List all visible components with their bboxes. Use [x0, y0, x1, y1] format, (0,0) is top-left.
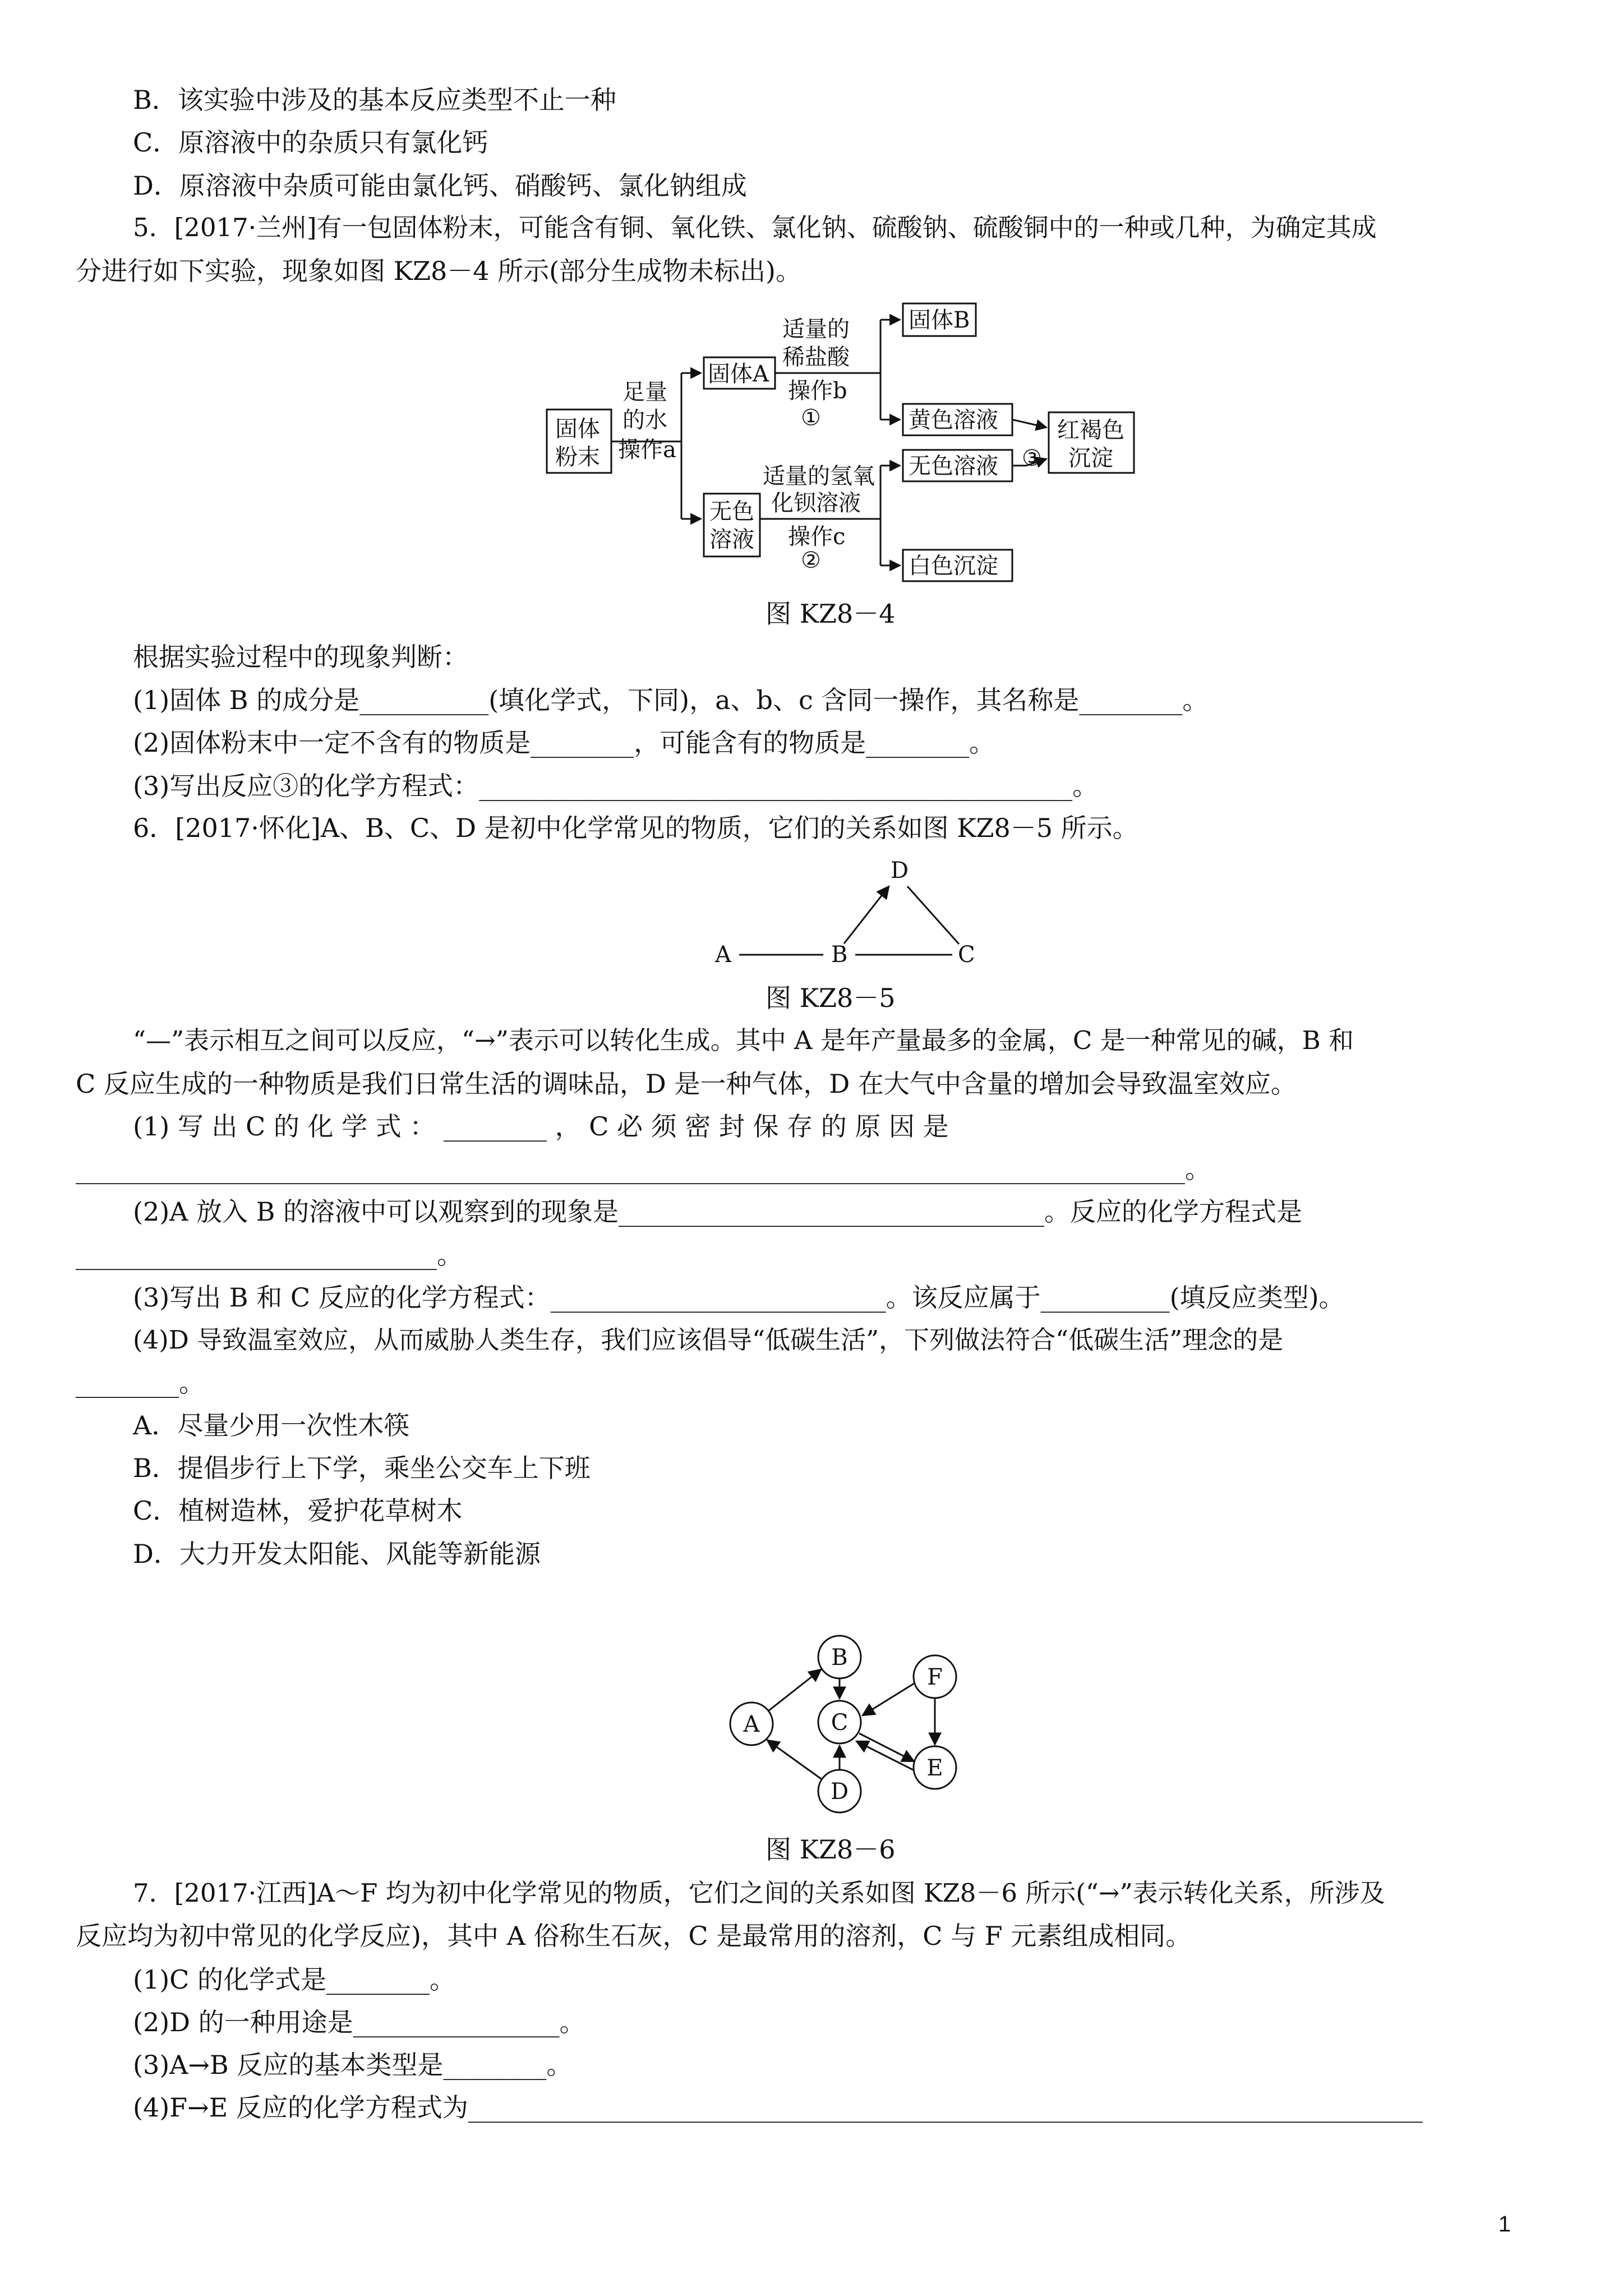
box-red-brown	[1049, 412, 1134, 473]
q7-part-1: (1)C 的化学式是________。	[133, 1964, 455, 1995]
fig6-node-a: A	[743, 1711, 760, 1737]
fig6-node-d: D	[830, 1779, 849, 1805]
q6-part-4-blank: ________。	[76, 1368, 205, 1398]
q6-desc-line-1: “—”表示相互之间可以反应，“→”表示可以转化生成。其中 A 是年产量最多的金属，C 是一种常见的碱，B 和	[133, 1025, 1354, 1055]
q5-judge-line: 根据实验过程中的现象判断：	[133, 642, 468, 672]
fig4-op-b: 操作b	[788, 378, 847, 404]
fig4-solid-b: 固体B	[909, 307, 970, 333]
fig5-node-b: B	[831, 942, 848, 968]
q6-part-2: (2)A 放入 B 的溶液中可以观察到的现象是_________________________________。反应的化学方程式是	[133, 1197, 1303, 1227]
fig6-circle-f	[914, 1655, 956, 1698]
q6-part-3: (3)写出 B 和 C 反应的化学方程式：__________________________。该反应属于__________(填反应类型)。	[133, 1282, 1345, 1313]
q6-option-c: C．植树造林，爱护花草树木	[133, 1496, 463, 1526]
box-solid-powder	[547, 409, 611, 473]
fig4-baoh-2: 化钡溶液	[771, 490, 861, 516]
fig6-circle-b	[818, 1636, 861, 1678]
fig6-node-e: E	[926, 1755, 943, 1781]
option-c-line: C．原溶液中的杂质只有氯化钙	[133, 127, 488, 158]
option-d-line: D．原溶液中杂质可能由氯化钙、硝酸钙、氯化钠组成	[133, 171, 747, 201]
fig4-circle-3: ③	[1022, 445, 1042, 471]
fig6-circle-e	[914, 1746, 956, 1789]
page-number: 1	[1498, 2212, 1511, 2237]
fig6-circle-d	[818, 1770, 861, 1812]
fig6-node-f: F	[927, 1664, 943, 1690]
fig4-red-brown-1: 红褐色	[1057, 417, 1124, 443]
fig5-node-c: C	[958, 942, 975, 968]
fig4-acid-2: 稀盐酸	[782, 344, 850, 370]
q7-part-2: (2)D 的一种用途是________________。	[133, 2007, 585, 2037]
figure-caption-kz8-5: 图 KZ8－5	[766, 983, 896, 1013]
fig4-water-2: 的水	[623, 407, 667, 433]
q6-option-b: B．提倡步行上下学，乘坐公交车上下班	[133, 1453, 591, 1483]
box-yellow-solution	[903, 404, 1012, 435]
q7-stem-line-1: 7．[2017·江西]A～F 均为初中化学常见的物质，它们之间的关系如图 KZ8－6 所示(“→”表示转化关系，所涉及	[133, 1878, 1385, 1908]
box-white-precipitate	[903, 550, 1012, 581]
figure-caption-kz8-6: 图 KZ8－6	[766, 1834, 896, 1865]
q6-desc-line-2: C 反应生成的一种物质是我们日常生活的调味品，D 是一种气体，D 在大气中含量的增加会导致温室效应。	[76, 1069, 1297, 1099]
fig4-solid-powder-1: 固体	[555, 416, 600, 442]
q6-part-2-blank: ____________________________。	[76, 1240, 463, 1270]
fig4-solid-powder-2: 粉末	[555, 444, 600, 470]
q7-stem-line-2: 反应均为初中常见的化学反应)，其中 A 俗称生石灰，C 是最常用的溶剂，C 与 F 元素组成相同。	[76, 1921, 1192, 1951]
q7-part-4: (4)F→E 反应的化学方程式为__________________________________________________________________________	[133, 2092, 1423, 2123]
q6-part-4: (4)D 导致温室效应，从而威胁人类生存，我们应该倡导“低碳生活”，下列做法符合“低碳生活”理念的是	[133, 1325, 1284, 1355]
fig4-yellow-solution: 黄色溶液	[909, 407, 998, 433]
fig6-node-c: C	[831, 1710, 849, 1736]
fig4-baoh-1: 适量的氢氧	[763, 463, 875, 489]
q6-part-1: (1) 写 出 C 的 化 学 式 ： ________ ， C 必 须 密 封 保 存 的 原 因 是	[133, 1111, 949, 1142]
box-solid-b	[903, 303, 976, 336]
q6-option-a: A．尽量少用一次性木筷	[133, 1410, 410, 1441]
option-b-line: B．该实验中涉及的基本反应类型不止一种	[133, 85, 616, 115]
fig4-colorless-sol: 无色溶液	[909, 453, 998, 479]
figure-caption-kz8-4: 图 KZ8－4	[766, 599, 896, 629]
fig4-op-a: 操作a	[618, 437, 676, 463]
fig6-circle-c	[818, 1701, 861, 1743]
fig4-circle-2: ②	[801, 547, 821, 573]
q5-stem-line-1: 5．[2017·兰州]有一包固体粉末，可能含有铜、氧化铁、氯化钠、硫酸钠、硫酸铜中的一种或几种，为确定其成	[133, 213, 1377, 242]
fig6-node-b: B	[831, 1645, 848, 1671]
fig4-colorless-box-1: 无色	[709, 499, 754, 524]
q6-part-1-blank: ______________________________________________________________________________________。	[76, 1154, 1211, 1184]
box-colorless-sol	[903, 450, 1012, 481]
q7-part-3: (3)A→B 反应的基本类型是________。	[133, 2050, 573, 2080]
box-solid-a	[704, 357, 775, 389]
fig4-solid-a: 固体A	[708, 361, 769, 387]
q5-part-2: (2)固体粉末中一定不含有的物质是________，可能含有的物质是________。	[133, 728, 995, 758]
fig4-acid-1: 适量的	[782, 316, 850, 342]
fig5-node-d: D	[891, 858, 909, 884]
fig4-red-brown-2: 沉淀	[1068, 445, 1113, 471]
fig4-op-c: 操作c	[788, 524, 846, 550]
fig4-colorless-box-2: 溶液	[709, 527, 754, 553]
fig4-white-precipitate: 白色沉淀	[909, 553, 998, 579]
box-colorless-solution	[704, 494, 760, 556]
fig5-node-a: A	[715, 942, 731, 968]
q6-option-d: D．大力开发太阳能、风能等新能源	[133, 1539, 541, 1569]
fig6-circle-a	[730, 1703, 773, 1745]
q6-stem-line: 6．[2017·怀化]A、B、C、D 是初中化学常见的物质，它们的关系如图 KZ8－5 所示。	[133, 813, 1138, 843]
fig4-circle-1: ①	[801, 405, 821, 431]
q5-part-3: (3)写出反应③的化学方程式：______________________________________________。	[133, 771, 1099, 801]
q5-stem-line-2: 分进行如下实验，现象如图 KZ8－4 所示(部分生成物未标出)。	[76, 256, 801, 286]
fig4-water-1: 足量	[623, 379, 667, 405]
q5-part-1: (1)固体 B 的成分是__________(填化学式，下同)，a、b、c 含同一操作，其名称是________。	[133, 685, 1209, 715]
